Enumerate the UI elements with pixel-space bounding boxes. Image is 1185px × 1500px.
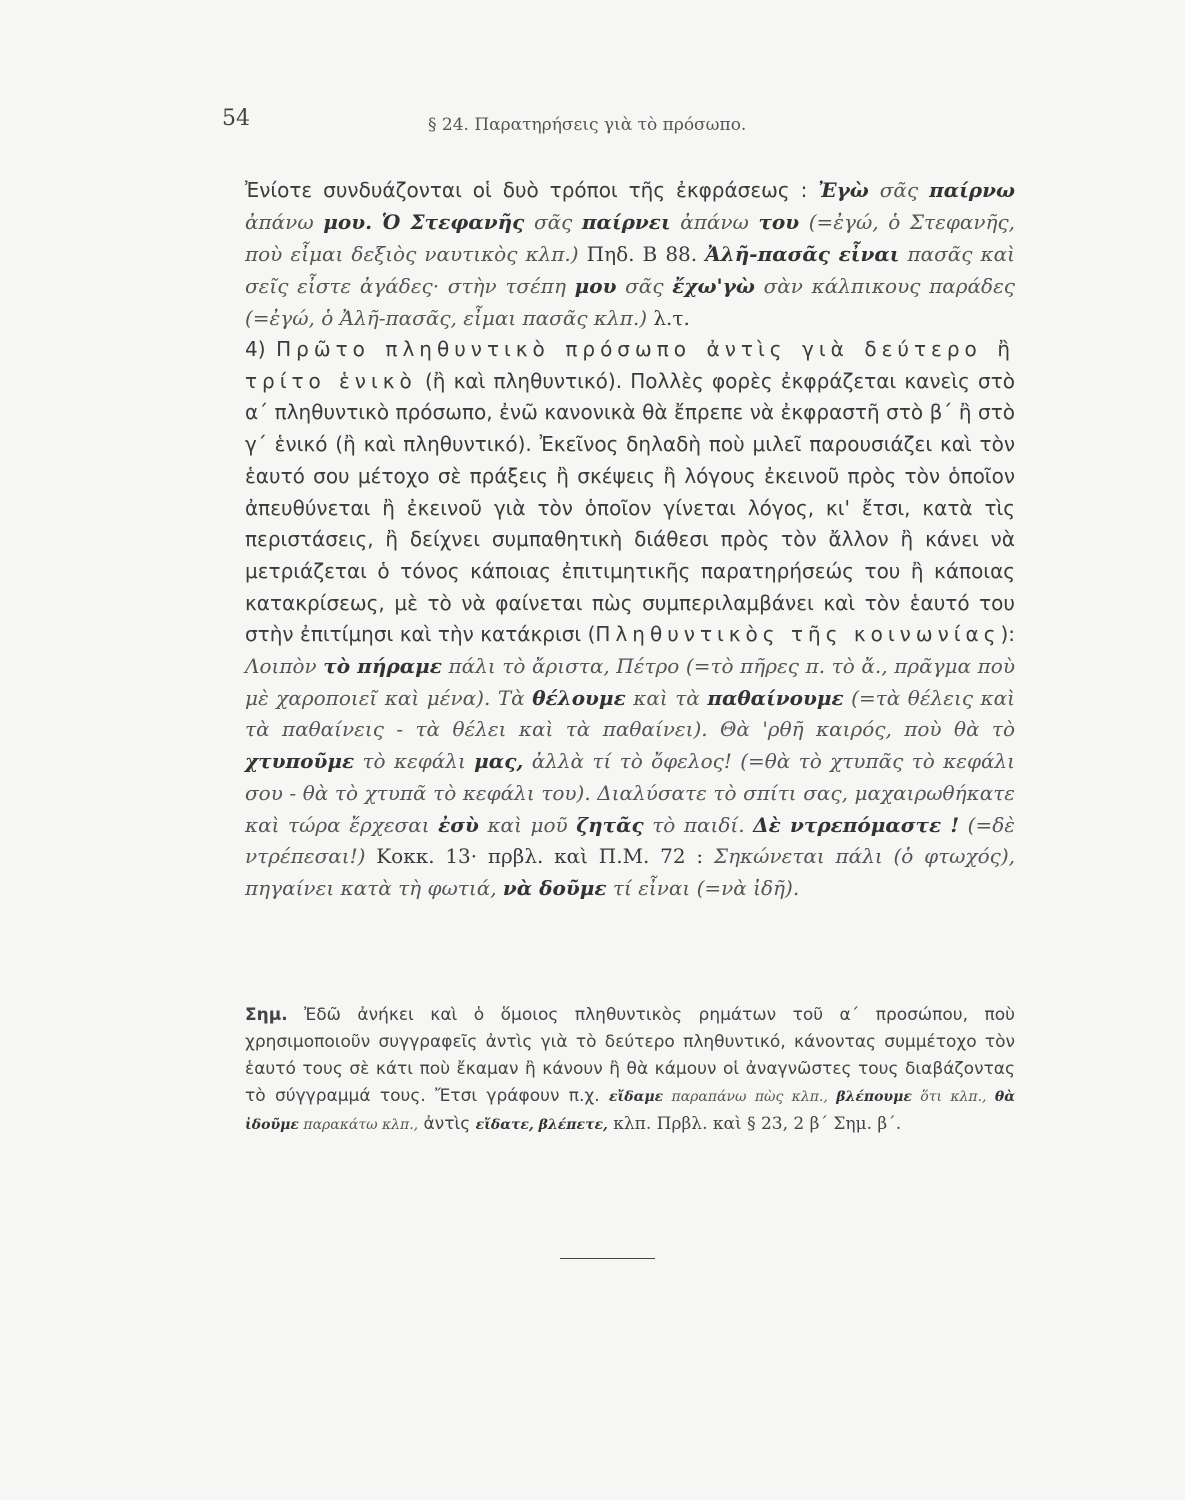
example-text: (=ἐγώ, ὁ Στεφανῆς, ποὺ εἶμαι δεξιὸς ναυτικὸς κλπ.) [245, 210, 1016, 266]
example-bold: μας, [474, 749, 524, 774]
example-bold: παίρνω [929, 178, 1016, 202]
example-text: σὰν κάλπικους παράδες (=ἐγώ, ὁ Ἀλῆ-πασᾶς, εἶμαι πασᾶς κλπ.) [245, 274, 1015, 330]
example-text: σᾶς [524, 210, 582, 234]
running-head: § 24. Παρατηρήσεις γιὰ τὸ πρόσωπο. [428, 115, 747, 135]
paragraph-section-4 [245, 334, 1015, 905]
example-text: ὅτι κλπ., [911, 1089, 995, 1105]
citation: Πηδ. Β 88. [578, 242, 706, 266]
text: ): [1000, 622, 1015, 647]
footnote [245, 1002, 1015, 1139]
example-text: τὸ κεφάλι [354, 749, 475, 774]
text: ἀντὶς [418, 1114, 476, 1134]
page-number: 54 [222, 106, 250, 131]
example-bold: Ὁ Στεφανῆς [381, 210, 525, 234]
example-text: πάλι τὸ ἄριστα, Πέτρο (=τὸ πῆρες π. τὸ ἄ., πρᾶγμα ποὺ μὲ χαροποιεῖ καὶ μένα). Τὰ [245, 654, 1015, 710]
term-spaced: Πληθυντικὸς τῆς κοινωνίας [595, 622, 1001, 647]
example-bold: Ἐγὼ [818, 178, 869, 202]
example-bold: θέλουμε [532, 685, 626, 710]
example-text: παραπάνω πὼς κλπ., [663, 1089, 837, 1105]
example-text: Λοιπὸν [245, 654, 324, 679]
note-label: Σημ. [245, 1005, 288, 1025]
text: (ἢ καὶ πληθυντικό). Πολλὲς φορὲς ἐκφράζεται κανεὶς στὸ α΄ πληθυντικὸ πρόσωπο, ἐνῶ κανονικὰ θὰ ἔπρεπε νὰ ἐκφραστῆ στὸ β΄ ἢ στὸ γ΄ ἑνικό (ἢ καὶ πληθυντικό). Ἐκεῖνος δηλαδὴ ποὺ μιλεῖ παρουσιάζει καὶ τὸν ἑαυτό σου μέτοχο σὲ πράξεις ἢ σκέψεις ἢ λόγους ἐκεινοῦ πρὸς τὸν ὁποῖον ἀπευθύνεται ἢ ἐκεινοῦ γιὰ τὸν ὁποῖον γίνεται λόγος, κι' ἔτσι, κατὰ τὶς περιστάσεις, ἢ δείχνει συμπαθητικὴ διάθεσι πρὸς τὸν ἄλλον ἢ κάνει νὰ μετριάζεται ὁ τόνος κάποιας ἐπιτιμητικῆς παρατηρήσεώς του ἢ κάποιας κατακρίσεως, μὲ τὸ νὰ φαίνεται πὼς συμπεριλαμβάνει καὶ τὸν ἑαυτό του στὴν ἐπιτίμησι καὶ τὴν κατάκρισι ( [245, 368, 1015, 647]
example-bold: τὸ πήραμε [323, 654, 442, 679]
example-text: (=δὲ ντρέπεσαι!) [245, 812, 1015, 869]
example-bold: παθαίνουμε [707, 685, 844, 710]
example-text: ἀλλὰ τί τὸ ὄφελος! (=θὰ τὸ χτυπᾶς τὸ κεφάλι σου - θὰ τὸ χτυπᾶ τὸ κεφάλι του). Διαλύσατε τὸ σπίτι σας, μαχαιρωθήκατε καὶ τώρα ἔρχεσαι [245, 749, 1015, 837]
example-text: παρακάτω κλπ., [298, 1117, 419, 1133]
example-bold: εἴδατε, βλέπετε, [475, 1117, 608, 1133]
example-bold: βλέπουμε [836, 1089, 912, 1105]
example-bold: μου [574, 274, 617, 298]
example-bold: παίρνει [581, 210, 671, 234]
citation: λ.τ. [647, 306, 690, 330]
example-bold: ζητᾶς [576, 812, 644, 837]
example-bold: Δὲ ντρεπόμαστε ! [753, 812, 960, 837]
example-text: (=τὰ θέλεις καὶ τὰ παθαίνεις - τὰ θέλει καὶ τὰ παθαίνει). Θὰ 'ρθῆ καιρός, ποὺ θὰ τὸ [245, 685, 1015, 742]
example-text: τὸ παιδί. [643, 812, 754, 837]
example-bold: ἐσὺ [438, 812, 479, 837]
end-rule [560, 1258, 655, 1259]
example-text: Σηκώνεται πάλι (ὁ φτωχός), πηγαίνει κατὰ τὴ φωτιά, [245, 844, 1015, 900]
text: Ἐνίοτε συνδυάζονται οἱ δυὸ τρόποι τῆς ἐκφράσεως : [245, 178, 819, 202]
example-bold: ἔχω'γὼ [672, 274, 755, 298]
example-bold: θὰ ἰδοῦμε [245, 1089, 1015, 1133]
citation: Κοκκ. 13· πρβλ. καὶ Π.Μ. 72 : [365, 844, 714, 869]
text [372, 210, 382, 234]
example-bold: μου. [323, 210, 373, 234]
text: Ἐδῶ ἀνήκει καὶ ὁ ὅμοιος πληθυντικὸς ρημάτων τοῦ α΄ προσώπου, ποὺ χρησιμοποιοῦν συγγραφεῖς ἀντὶς γιὰ τὸ δεύτερο πληθυντικό, κάνοντας συμμέτοχο τὸν ἑαυτό τους σὲ κάτι ποὺ ἔκαμαν ἢ κάνουν ἢ θὰ κάμουν οἱ ἀναγνῶστες τους διαβάζοντας τὸ σύγγραμμά τους. Ἔτσι γράφουν π.χ. [245, 1005, 1015, 1106]
example-text: ἀπάνω [670, 210, 759, 234]
example-text: καὶ τὰ [625, 685, 708, 710]
example-bold: εἴδαμε [608, 1089, 664, 1105]
example-text: καὶ μοῦ [478, 812, 577, 837]
example-bold: του [758, 210, 800, 234]
paragraph-intro [245, 174, 1015, 334]
example-text: πασᾶς καὶ σεῖς εἶστε ἀγάδες· στὴν τσέπη [245, 242, 1015, 298]
example-text: ἀπάνω [245, 210, 324, 234]
item-number: 4) [245, 337, 277, 361]
example-text: τί εἶναι (=νὰ ἰδῆ). [606, 875, 800, 900]
example-text: σᾶς [868, 178, 930, 202]
section-heading-spaced: Πρῶτο πληθυντικὸ πρόσωπο ἀντὶς γιὰ δεύτερο ἢ τρίτο ἑνικὸ [245, 337, 1015, 393]
example-bold: χτυποῦμε [245, 749, 355, 774]
citation: κλπ. Πρβλ. καὶ § 23, 2 β΄ Σημ. β΄. [607, 1114, 902, 1134]
example-text: σᾶς [616, 274, 673, 298]
example-bold: Ἀλῆ-πασᾶς εἶναι [705, 242, 900, 266]
example-bold: νὰ δοῦμε [502, 875, 607, 900]
